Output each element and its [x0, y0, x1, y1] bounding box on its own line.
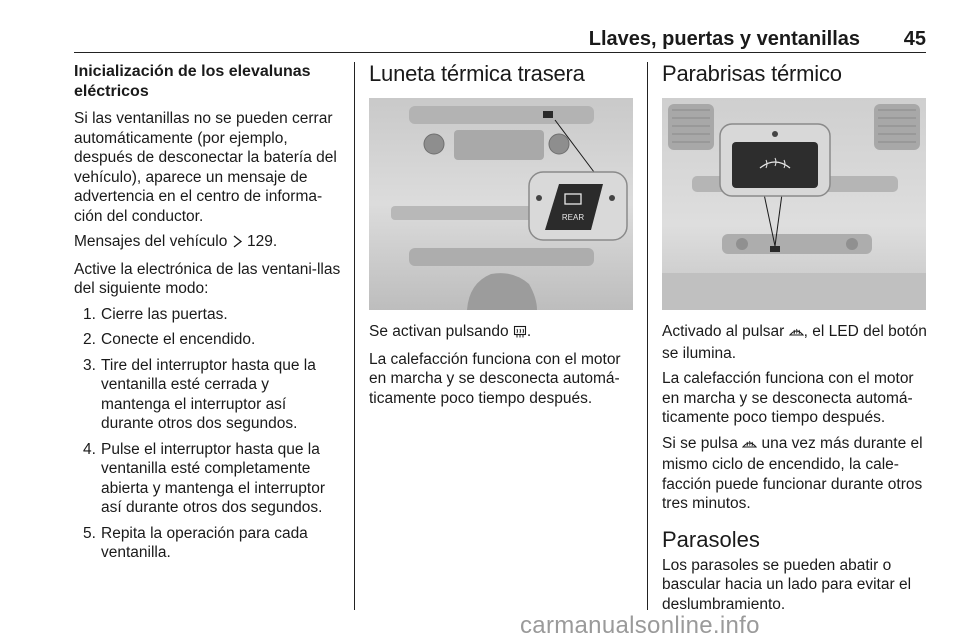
paragraph: Activado al pulsar , el LED del botón se ilumina.: [662, 323, 927, 362]
paragraph: Los parasoles se pueden abatir o bascular hacia un lado para evitar el deslumbramiento.: [662, 556, 912, 613]
watermark: carmanualsonline.info: [520, 612, 760, 639]
paragraph-reference: [74, 232, 342, 254]
windscreen-heater-icon: [742, 436, 757, 456]
section-heading: Parabrisas térmico: [662, 61, 842, 86]
column-window-init: [74, 62, 342, 569]
column-divider-2: [647, 62, 648, 610]
windscreen-heater-figure: [662, 98, 926, 310]
list-item: 4. Pulse el interruptor hasta que la ventanilla esté completamente abierta y mantenga el interruptor así durante otros dos segundos.: [83, 440, 326, 516]
section-heading: Luneta térmica trasera: [369, 61, 585, 86]
rear-button-label: REAR: [561, 213, 585, 222]
chapter-title: Llaves, puertas y ventanillas: [588, 28, 860, 50]
column-divider-1: [354, 62, 355, 610]
column-rear-heater: [369, 62, 635, 414]
page-reference-arrow-icon: [232, 234, 243, 254]
section-heading: Inicialización de los elevalunas eléctricos: [74, 63, 311, 100]
page-number: 45: [903, 28, 926, 50]
section-heading: Parasoles: [662, 526, 760, 552]
reference-page: 129.: [247, 233, 278, 250]
steps-list: [74, 305, 342, 563]
list-item: 2. Conecte el encendido.: [83, 331, 256, 348]
column-windscreen-heater: [662, 62, 928, 620]
list-item: 5. Repita la operación para cada ventanilla.: [83, 524, 308, 561]
reference-text: Mensajes del vehículo: [74, 233, 228, 250]
paragraph: Active la electrónica de las ventani-llas del siguiente modo:: [74, 260, 341, 297]
paragraph: Se activan pulsando .: [369, 322, 635, 344]
rear-heater-figure: [369, 98, 633, 310]
paragraph: Si se pulsa una vez más durante el mismo ciclo de encendido, la cale-facción puede funcionar durante otros tres minutos.: [662, 434, 923, 512]
paragraph: La calefacción funciona con el motor en marcha y se desconecta automá-ticamente poco tiempo después.: [369, 350, 621, 407]
page-header: [74, 26, 926, 53]
rear-window-heater-icon: [513, 324, 527, 344]
windscreen-heater-icon: [789, 324, 804, 344]
paragraph: La calefacción funciona con el motor en marcha y se desconecta automá-ticamente poco tiempo después.: [662, 370, 914, 426]
list-item: 3. Tire del interruptor hasta que la ventanilla esté cerrada y mantenga el interruptor así durante otros dos segundos.: [83, 356, 316, 432]
paragraph: Si las ventanillas no se pueden cerrar automáticamente (por ejemplo, después de desconectar la batería del vehículo), aparece un mensaje de advertencia en el centro de informa-ción del conductor.: [74, 110, 337, 225]
list-item: 1. Cierre las puertas.: [83, 305, 228, 323]
